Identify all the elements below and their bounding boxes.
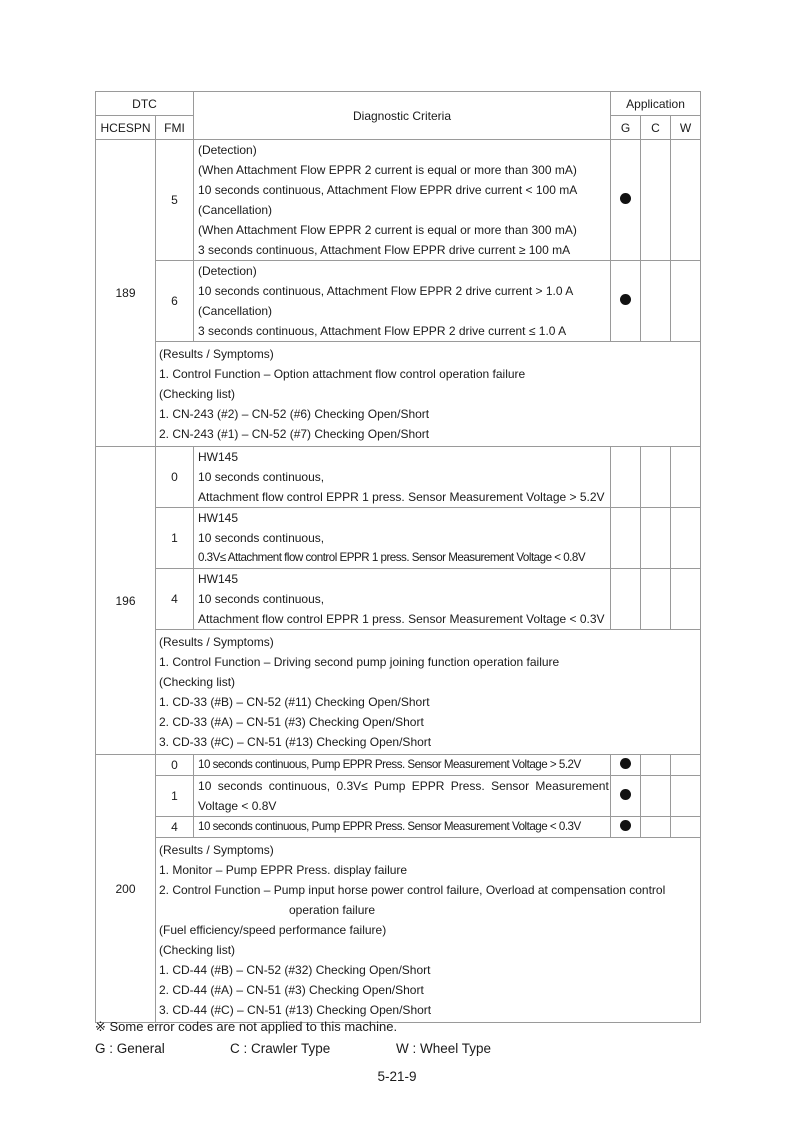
criteria-cell (194, 508, 611, 569)
header-row-1 (96, 92, 701, 116)
applies-dot (620, 789, 631, 800)
legend-general: G : General (95, 1041, 165, 1056)
criteria-line: 10 seconds continuous, (198, 531, 325, 545)
legend-wheel: W : Wheel Type (396, 1041, 492, 1056)
results-row (96, 342, 701, 447)
g-header: G (611, 116, 641, 140)
criteria-line: (Detection) (198, 264, 257, 278)
application-header: Application (611, 92, 701, 116)
criteria-line: 10 seconds continuous, Pump EPPR Press. Sensor Measurement Voltage < 0.3V (198, 820, 581, 833)
criteria-line: HW145 (198, 450, 239, 464)
crawler-mark-cell (641, 569, 671, 630)
results-line: (Results / Symptoms) (159, 843, 274, 857)
hcespn-cell: 200 (96, 755, 156, 1023)
criteria-line: (When Attachment Flow EPPR 2 current is equal or more than 300 mA) (198, 163, 577, 177)
general-mark-cell (611, 755, 641, 776)
results-line: 2. CD-33 (#A) – CN-51 (#3) Checking Open/Short (159, 715, 424, 729)
results-line: 1. CD-33 (#B) – CN-52 (#11) Checking Open/Short (159, 695, 430, 709)
criteria-line: (Cancellation) (198, 304, 273, 318)
results-row (96, 630, 701, 755)
criteria-line: HW145 (198, 572, 239, 586)
table-row (96, 447, 701, 508)
criteria-line: (When Attachment Flow EPPR 2 current is equal or more than 300 mA) (198, 223, 577, 237)
criteria-line: 10 seconds continuous, Attachment Flow EPPR drive current < 100 mA (198, 183, 578, 197)
applies-dot (620, 193, 631, 204)
criteria-cell (194, 776, 611, 817)
criteria-cell (194, 569, 611, 630)
crawler-mark-cell (641, 755, 671, 776)
results-line: 2. CD-44 (#A) – CN-51 (#3) Checking Open/Short (159, 983, 424, 997)
crawler-mark-cell (641, 776, 671, 817)
footnote: ※ Some error codes are not applied to this machine. (95, 1019, 398, 1034)
fmi-cell: 5 (156, 140, 194, 261)
table-row (96, 755, 701, 776)
results-line: (Fuel efficiency/speed performance failure) (159, 923, 387, 937)
crawler-mark-cell (641, 817, 671, 838)
wheel-mark-cell (671, 261, 701, 342)
results-line: operation failure (289, 903, 376, 917)
fmi-cell: 4 (156, 817, 194, 838)
results-cell (156, 342, 701, 447)
results-line: (Results / Symptoms) (159, 635, 274, 649)
dtc-header: DTC (96, 92, 194, 116)
results-line: 1. Monitor – Pump EPPR Press. display failure (159, 863, 408, 877)
wheel-mark-cell (671, 569, 701, 630)
c-header: C (641, 116, 671, 140)
wheel-mark-cell (671, 776, 701, 817)
crawler-mark-cell (641, 261, 671, 342)
criteria-cell (194, 817, 611, 838)
general-mark-cell (611, 817, 641, 838)
fmi-header: FMI (156, 116, 194, 140)
criteria-header: Diagnostic Criteria (194, 92, 611, 140)
criteria-line: 10 seconds continuous, 0.3V≤ Pump EPPR Press. Sensor Measurement (198, 779, 609, 793)
general-mark-cell (611, 508, 641, 569)
wheel-mark-cell (671, 508, 701, 569)
crawler-mark-cell (641, 447, 671, 508)
hcespn-cell: 189 (96, 140, 156, 447)
criteria-line: 10 seconds continuous, (198, 592, 325, 606)
results-line: 3. CD-44 (#C) – CN-51 (#13) Checking Open/Short (159, 1003, 432, 1017)
results-line: 2. CN-243 (#1) – CN-52 (#7) Checking Open/Short (159, 427, 430, 441)
results-line: 3. CD-33 (#C) – CN-51 (#13) Checking Open/Short (159, 735, 432, 749)
fmi-cell: 1 (156, 776, 194, 817)
fmi-cell: 0 (156, 447, 194, 508)
wheel-mark-cell (671, 447, 701, 508)
general-mark-cell (611, 140, 641, 261)
criteria-cell (194, 755, 611, 776)
page-number: 5-21-9 (377, 1069, 417, 1084)
criteria-line: HW145 (198, 511, 239, 525)
criteria-cell (194, 447, 611, 508)
results-cell (156, 838, 701, 1023)
criteria-line: (Cancellation) (198, 203, 273, 217)
results-cell (156, 630, 701, 755)
fmi-cell: 1 (156, 508, 194, 569)
results-line: (Results / Symptoms) (159, 347, 274, 361)
criteria-line: 10 seconds continuous, Attachment Flow EPPR 2 drive current > 1.0 A (198, 284, 574, 298)
results-line: (Checking list) (159, 387, 236, 401)
criteria-line: (Detection) (198, 143, 257, 157)
criteria-line: 10 seconds continuous, Pump EPPR Press. Sensor Measurement Voltage > 5.2V (198, 758, 581, 771)
general-mark-cell (611, 569, 641, 630)
table-row (96, 569, 701, 630)
table-row (96, 140, 701, 261)
criteria-line: Attachment flow control EPPR 1 press. Sensor Measurement Voltage > 5.2V (198, 490, 605, 504)
legend-crawler: C : Crawler Type (230, 1041, 331, 1056)
criteria-line: Attachment flow control EPPR 1 press. Sensor Measurement Voltage < 0.3V (198, 612, 605, 626)
fmi-cell: 0 (156, 755, 194, 776)
crawler-mark-cell (641, 508, 671, 569)
results-line: 1. CN-243 (#2) – CN-52 (#6) Checking Open/Short (159, 407, 430, 421)
results-line: 2. Control Function – Pump input horse power control failure, Overload at compensation control (159, 883, 666, 897)
applies-dot (620, 294, 631, 305)
table-row (96, 508, 701, 569)
general-mark-cell (611, 776, 641, 817)
crawler-mark-cell (641, 140, 671, 261)
table-row (96, 776, 701, 817)
hcespn-header: HCESPN (96, 116, 156, 140)
results-line: 1. Control Function – Option attachment flow control operation failure (159, 367, 526, 381)
criteria-line: 10 seconds continuous, (198, 470, 325, 484)
general-mark-cell (611, 261, 641, 342)
results-row (96, 838, 701, 1023)
results-line: (Checking list) (159, 943, 236, 957)
dtc-table (95, 91, 701, 1023)
results-line: 1. Control Function – Driving second pump joining function operation failure (159, 655, 560, 669)
criteria-line: 3 seconds continuous, Attachment Flow EPPR drive current ≥ 100 mA (198, 243, 571, 257)
applies-dot (620, 758, 631, 769)
table-row (96, 261, 701, 342)
fmi-cell: 4 (156, 569, 194, 630)
wheel-mark-cell (671, 755, 701, 776)
criteria-cell (194, 261, 611, 342)
general-mark-cell (611, 447, 641, 508)
criteria-line: 3 seconds continuous, Attachment Flow EPPR 2 drive current ≤ 1.0 A (198, 324, 567, 338)
wheel-mark-cell (671, 817, 701, 838)
criteria-line: Voltage < 0.8V (198, 799, 277, 813)
results-line: (Checking list) (159, 675, 236, 689)
table-row (96, 817, 701, 838)
applies-dot (620, 820, 631, 831)
results-line: 1. CD-44 (#B) – CN-52 (#32) Checking Open/Short (159, 963, 431, 977)
fmi-cell: 6 (156, 261, 194, 342)
hcespn-cell: 196 (96, 447, 156, 755)
criteria-cell (194, 140, 611, 261)
wheel-mark-cell (671, 140, 701, 261)
w-header: W (671, 116, 701, 140)
criteria-line: 0.3V≤ Attachment flow control EPPR 1 press. Sensor Measurement Voltage < 0.8V (198, 551, 586, 564)
